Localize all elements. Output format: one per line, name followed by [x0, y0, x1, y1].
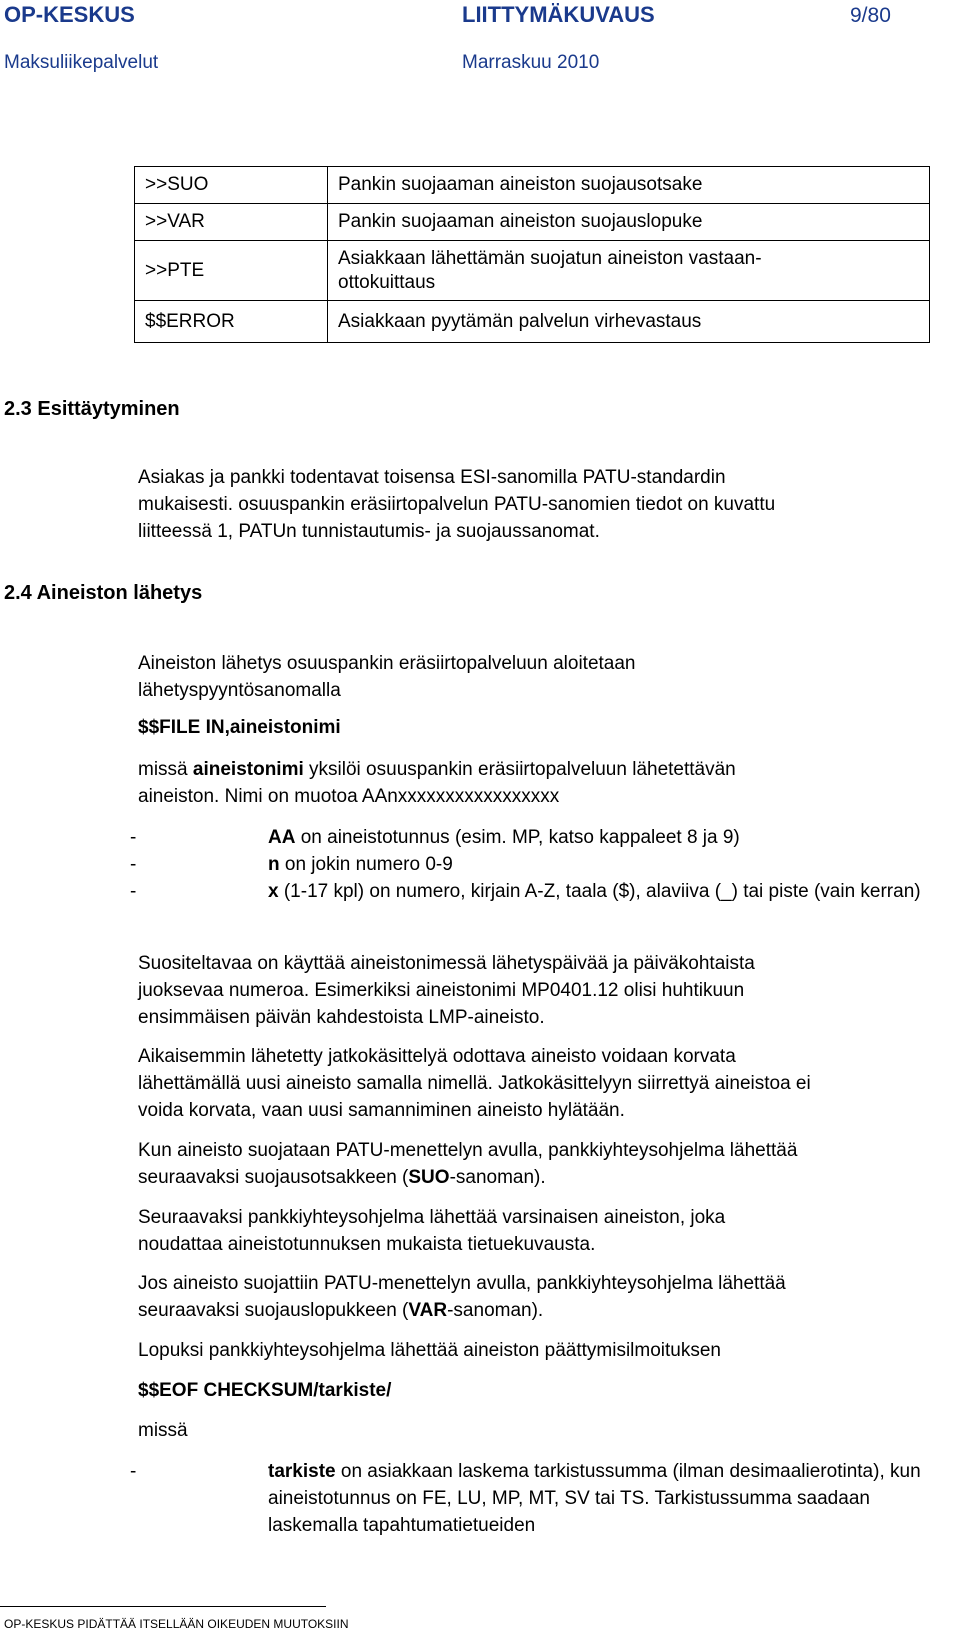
code-cell: >>SUO — [135, 167, 328, 204]
command-file-in: $$FILE IN,aineistonimi — [138, 717, 341, 738]
paragraph-line: noudattaa aineistotunnuksen mukaista tietuekuvausta. — [138, 1234, 596, 1255]
paragraph-line: seuraavaksi suojauslopukkeen (VAR-sanoman). — [138, 1300, 544, 1321]
paragraph-line: Aikaisemmin lähetetty jatkokäsittelyä odottava aineisto voidaan korvata — [138, 1046, 736, 1067]
paragraph-line: lähetyspyyntösanomalla — [138, 680, 341, 701]
section-heading-2-4: 2.4 Aineiston lähetys — [4, 582, 203, 604]
paragraph-line: Seuraavaksi pankkiyhteysohjelma lähettää varsinaisen aineiston, joka — [138, 1207, 726, 1228]
paragraph-line: liitteessä 1, PATUn tunnistautumis- ja suojaussanomat. — [138, 521, 600, 542]
paragraph-line: Jos aineisto suojattiin PATU-menettelyn avulla, pankkiyhteysohjelma lähettää — [138, 1273, 786, 1294]
description-line: ottokuittaus — [338, 271, 436, 293]
list-item: - tarkiste on asiakkaan laskema tarkistussumma (ilman desimaalierotinta), kun aineistotunnus on FE, LU, MP, MT, SV tai TS. Tarkistussumma saadaan laskemalla tapahtumatietueiden — [130, 1461, 921, 1536]
description-cell: Pankin suojaaman aineiston suojauslopuke — [328, 204, 930, 241]
description-cell — [328, 241, 930, 301]
header-department: Maksuliikepalvelut — [4, 52, 159, 73]
code-cell: >>VAR — [135, 204, 328, 241]
paragraph-line: juoksevaa numeroa. Esimerkiksi aineistonimi MP0401.12 olisi huhtikuun — [138, 980, 745, 1001]
description-cell: Pankin suojaaman aineiston suojausotsake — [328, 167, 930, 204]
paragraph-line: Suositeltavaa on käyttää aineistonimessä lähetyspäivää ja päiväkohtaista — [138, 953, 755, 974]
paragraph-line: seuraavaksi suojausotsakkeen (SUO-sanoman). — [138, 1167, 546, 1188]
paragraph-line: Aineiston lähetys osuuspankin eräsiirtopalveluun aloitetaan — [138, 653, 636, 674]
paragraph-line: missä — [138, 1420, 188, 1441]
list-item: - n on jokin numero 0-9 — [130, 854, 453, 875]
page-number: 9/80 — [850, 4, 891, 27]
term-aineistonimi: aineistonimi — [192, 759, 304, 780]
table-row — [135, 204, 930, 241]
table-row — [135, 301, 930, 343]
paragraph-line: ensimmäisen päivän kahdestoista LMP-aineisto. — [138, 1007, 545, 1028]
paragraph-line: Kun aineisto suojataan PATU-menettelyn avulla, pankkiyhteysohjelma lähettää — [138, 1140, 798, 1161]
list-item: - x (1-17 kpl) on numero, kirjain A-Z, taala ($), alaviiva (_) tai piste (vain kerran) — [130, 881, 921, 902]
table-row — [135, 241, 930, 301]
description-cell: Asiakkaan pyytämän palvelun virhevastaus — [328, 301, 930, 343]
paragraph-line: lähettämällä uusi aineisto samalla nimellä. Jatkokäsittelyyn siirrettyä aineistoa ei — [138, 1073, 811, 1094]
header-org: OP-KESKUS — [4, 2, 135, 27]
list-item: - AA on aineistotunnus (esim. MP, katso kappaleet 8 ja 9) — [130, 827, 740, 848]
message-code-table — [134, 166, 930, 343]
description-line: Asiakkaan lähettämän suojatun aineiston vastaan- — [338, 247, 762, 269]
paragraph-line: missä aineistonimi yksilöi osuuspankin eräsiirtopalveluun lähetettävän — [138, 759, 736, 780]
paragraph-line: voida korvata, vaan uusi samanniminen aineisto hylätään. — [138, 1100, 625, 1121]
paragraph-line: Asiakas ja pankki todentavat toisensa ESI-sanomilla PATU-standardin — [138, 467, 726, 488]
footer-divider — [0, 1606, 326, 1607]
table-row — [135, 167, 930, 204]
footer-note: OP-KESKUS PIDÄTTÄÄ ITSELLÄÄN OIKEUDEN MUUTOKSIIN — [4, 1617, 349, 1631]
paragraph-line: aineiston. Nimi on muotoa AAnxxxxxxxxxxxxxxxxx — [138, 786, 560, 807]
section-heading-2-3: 2.3 Esittäytyminen — [4, 398, 180, 420]
code-cell: $$ERROR — [135, 301, 328, 343]
paragraph-line: mukaisesti. osuuspankin eräsiirtopalvelun PATU-sanomien tiedot on kuvattu — [138, 494, 776, 515]
header-date: Marraskuu 2010 — [462, 52, 600, 73]
code-cell: >>PTE — [135, 241, 328, 301]
document-title: LIITTYMÄKUVAUS — [462, 2, 655, 27]
command-eof: $$EOF CHECKSUM/tarkiste/ — [138, 1380, 392, 1401]
paragraph-line: Lopuksi pankkiyhteysohjelma lähettää aineiston päättymisilmoituksen — [138, 1340, 721, 1361]
